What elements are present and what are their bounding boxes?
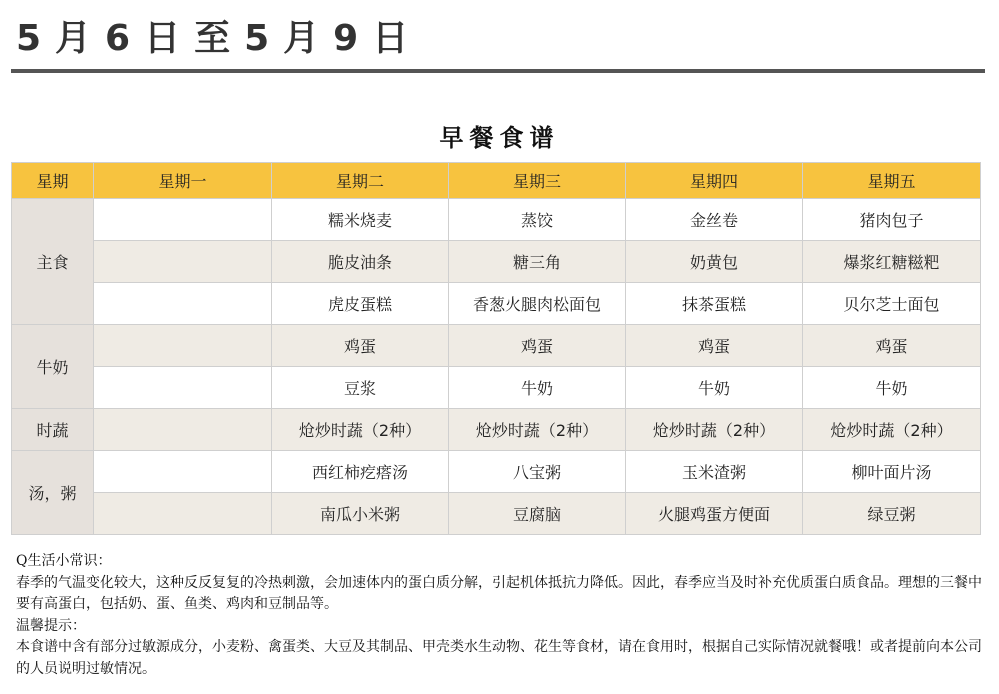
warning-text: 本食谱中含有部分过敏源成分，小麦粉、禽蛋类、大豆及其制品、甲壳类水生动物、花生等食材，请在食用时，根据自己实际情况就餐哦！或者提前向本公司的人员说明过敏情况。 [16, 639, 982, 677]
table-body [12, 199, 981, 535]
menu-cell: 炝炒时蔬（2种） [449, 409, 626, 451]
menu-cell: 虎皮蛋糕 [272, 283, 449, 325]
menu-cell: 火腿鸡蛋方便面 [626, 493, 803, 535]
table-row [12, 325, 981, 367]
menu-cell: 奶黄包 [626, 241, 803, 283]
menu-cell: 豆腐脑 [449, 493, 626, 535]
column-header: 星期二 [272, 163, 449, 199]
menu-cell [94, 409, 272, 451]
menu-cell: 鸡蛋 [449, 325, 626, 367]
table-row [12, 409, 981, 451]
column-header: 星期四 [626, 163, 803, 199]
tip-text: 春季的气温变化较大，这种反反复复的冷热刺激，会加速体内的蛋白质分解，引起机体抵抗力降低。因此，春季应当及时补充优质蛋白质食品。理想的三餐中要有高蛋白，包括奶、蛋、鱼类、鸡肉和豆制品等。 [16, 574, 982, 612]
table-row [12, 241, 981, 283]
tip-heading: Q生活小常识： [16, 553, 112, 569]
menu-cell: 鸡蛋 [803, 325, 981, 367]
date-range-heading: 5月6日至5月9日 [16, 18, 423, 59]
menu-cell: 炝炒时蔬（2种） [272, 409, 449, 451]
category-cell: 汤，粥 [12, 451, 94, 535]
menu-cell: 猪肉包子 [803, 199, 981, 241]
notes-section [16, 551, 986, 680]
menu-cell: 豆浆 [272, 367, 449, 409]
table-row [12, 493, 981, 535]
menu-cell [94, 451, 272, 493]
table-row [12, 199, 981, 241]
menu-cell: 抹茶蛋糕 [626, 283, 803, 325]
column-header: 星期一 [94, 163, 272, 199]
menu-cell: 柳叶面片汤 [803, 451, 981, 493]
breakfast-menu-table [11, 162, 981, 535]
category-cell: 时蔬 [12, 409, 94, 451]
menu-cell [94, 325, 272, 367]
menu-cell [94, 367, 272, 409]
menu-cell: 鸡蛋 [272, 325, 449, 367]
menu-cell: 金丝卷 [626, 199, 803, 241]
menu-cell: 南瓜小米粥 [272, 493, 449, 535]
menu-cell: 脆皮油条 [272, 241, 449, 283]
category-cell: 主食 [12, 199, 94, 325]
menu-cell: 玉米渣粥 [626, 451, 803, 493]
menu-cell [94, 199, 272, 241]
menu-cell: 牛奶 [626, 367, 803, 409]
menu-title: 早餐食谱 [439, 123, 560, 152]
table-header-row [12, 163, 981, 199]
column-header: 星期五 [803, 163, 981, 199]
menu-cell [94, 283, 272, 325]
column-header: 星期三 [449, 163, 626, 199]
menu-cell: 爆浆红糖糍粑 [803, 241, 981, 283]
menu-cell: 贝尔芝士面包 [803, 283, 981, 325]
warning-heading: 温馨提示： [16, 617, 86, 634]
menu-cell: 炝炒时蔬（2种） [803, 409, 981, 451]
menu-cell [94, 241, 272, 283]
menu-cell [94, 493, 272, 535]
column-header: 星期 [12, 163, 94, 199]
table-row [12, 367, 981, 409]
category-cell: 牛奶 [12, 325, 94, 409]
menu-cell: 牛奶 [449, 367, 626, 409]
table-row [12, 451, 981, 493]
menu-cell: 西红柿疙瘩汤 [272, 451, 449, 493]
table-row [12, 283, 981, 325]
menu-cell: 糖三角 [449, 241, 626, 283]
menu-cell: 炝炒时蔬（2种） [626, 409, 803, 451]
header-divider [11, 69, 985, 73]
menu-cell: 蒸饺 [449, 199, 626, 241]
menu-cell: 鸡蛋 [626, 325, 803, 367]
menu-cell: 香葱火腿肉松面包 [449, 283, 626, 325]
menu-cell: 牛奶 [803, 367, 981, 409]
menu-cell: 糯米烧麦 [272, 199, 449, 241]
menu-cell: 八宝粥 [449, 451, 626, 493]
menu-cell: 绿豆粥 [803, 493, 981, 535]
